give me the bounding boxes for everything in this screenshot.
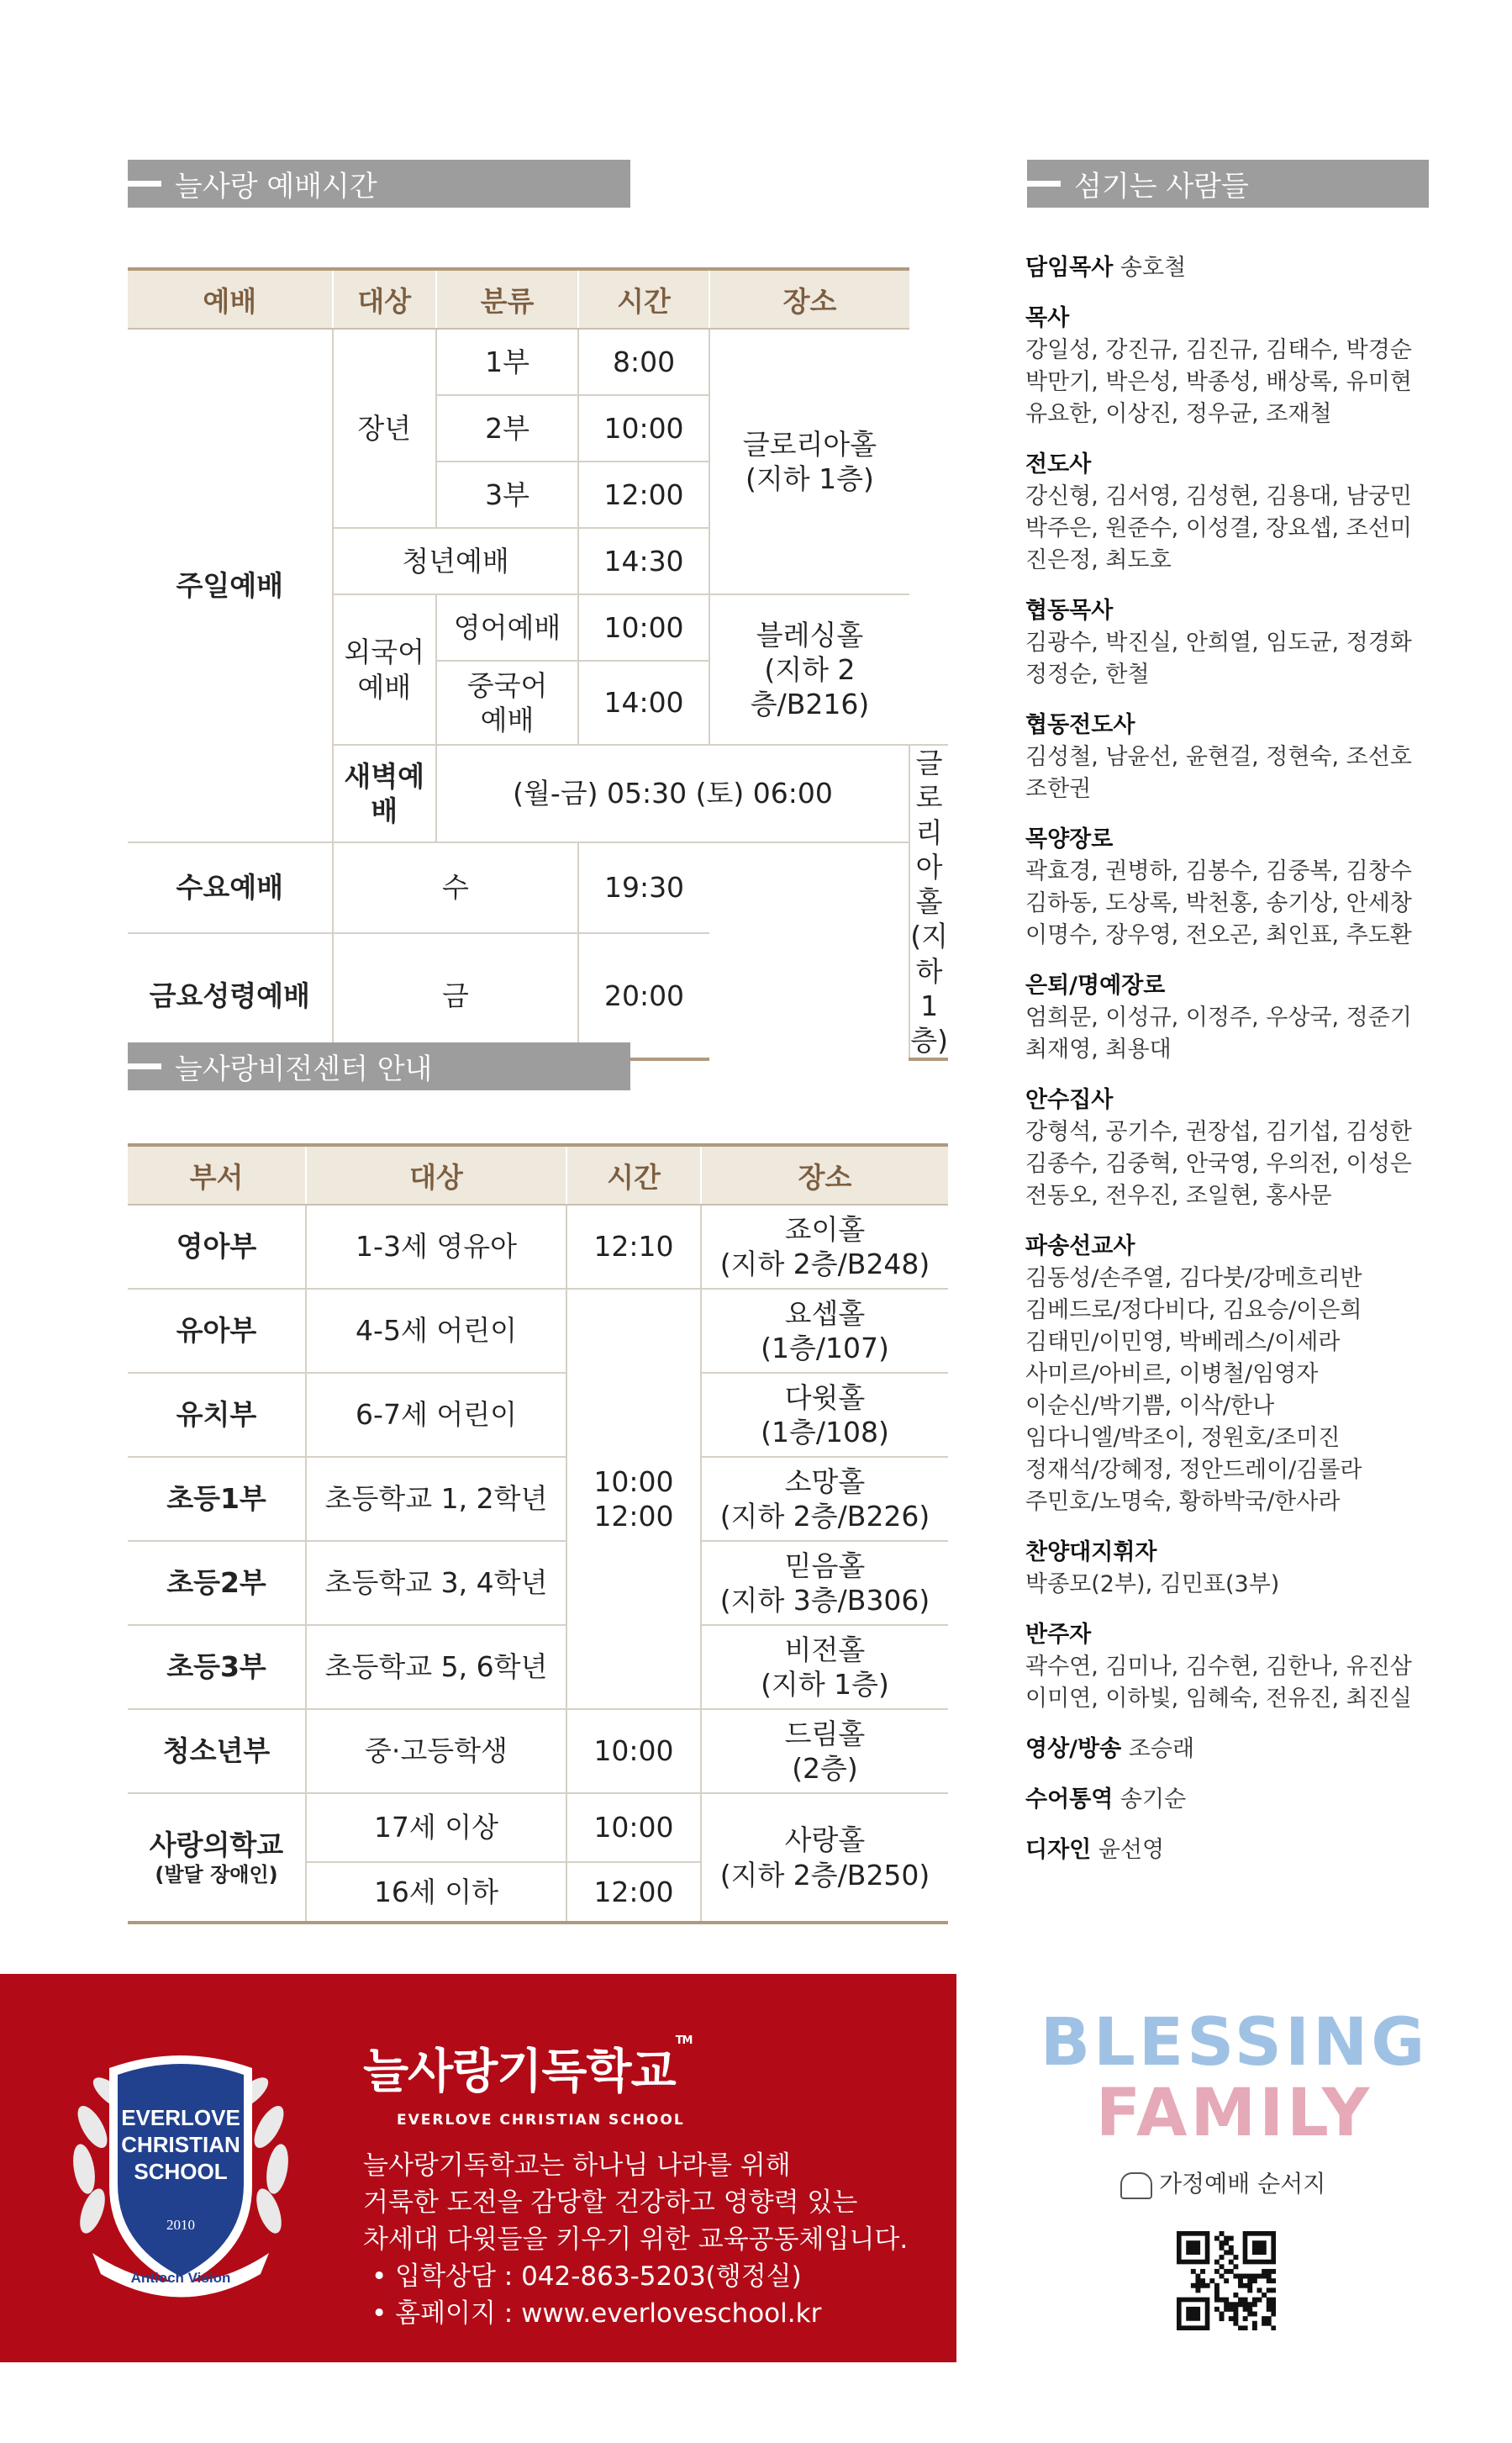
col-header: 대상 [306, 1145, 566, 1205]
place: 소망홀 (지하 2층/B226) [701, 1457, 948, 1541]
part-1: 1부 [436, 329, 579, 395]
shared-time: 10:00 12:00 [566, 1289, 701, 1709]
family-icon [1120, 2172, 1152, 2199]
staff-role: 안수집사 [1025, 1087, 1114, 1113]
place-gloria-2: 글로리아홀 (지하 1층) [909, 745, 948, 1059]
place-blessing: 블레싱홀 (지하 2층/B216) [709, 594, 910, 745]
staff-group [1025, 970, 1429, 1066]
staff-role: 목사 [1025, 305, 1070, 331]
emblem-line-3: SCHOOL [134, 2159, 228, 2184]
staff-names: 강신형, 김서영, 김성현, 김용대, 남궁민 박주은, 원준수, 이성결, 장요셉, 조선미 진은정, 최도호 [1025, 483, 1412, 573]
love-school-sub: (발달 장애인) [155, 1863, 278, 1887]
blessing-caption [1120, 2166, 1325, 2199]
place: 비전홀 (지하 1층) [701, 1625, 948, 1709]
emblem-motto: Antioch Vision [130, 2270, 231, 2286]
staff-group [1025, 252, 1429, 284]
staff-group [1025, 303, 1429, 430]
staff-role: 전도사 [1025, 451, 1092, 478]
target: 초등학교 3, 4학년 [306, 1541, 566, 1625]
time: 10:00 [566, 1793, 701, 1862]
qr-code-icon[interactable] [1177, 2231, 1276, 2330]
time-1: 8:00 [578, 329, 709, 395]
staff-role: 협동목사 [1025, 598, 1114, 624]
staff-names: 엄희문, 이성규, 이정주, 우상국, 정준기 최재영, 최용대 [1025, 1005, 1412, 1063]
blessing-line-2: FAMILY [1095, 2076, 1373, 2151]
service-sunday: 주일예배 [128, 329, 333, 842]
school-name-text: 늘사랑기독학교 [363, 2045, 676, 2099]
place: 요셉홀 (1층/107) [701, 1289, 948, 1373]
staff-names: 조승래 [1128, 1736, 1195, 1762]
target: 17세 이상 [306, 1793, 566, 1862]
dept: 영아부 [128, 1205, 306, 1289]
target: 6-7세 어린이 [306, 1373, 566, 1457]
staff-list [1025, 252, 1429, 1885]
staff-role: 반주자 [1025, 1622, 1092, 1648]
school-name [363, 2034, 693, 2102]
dept: 초등3부 [128, 1625, 306, 1709]
dept: 초등2부 [128, 1541, 306, 1625]
staff-group [1025, 1834, 1429, 1866]
target: 초등학교 1, 2학년 [306, 1457, 566, 1541]
col-header: 부서 [128, 1145, 306, 1205]
staff-group [1025, 710, 1429, 805]
staff-section-header [1027, 160, 1429, 208]
service-dawn: 새벽예배 [333, 745, 436, 842]
wed-target: 수 [333, 842, 579, 933]
table-header-row [128, 1145, 948, 1205]
staff-names: 강형석, 공기수, 권장섭, 김기섭, 김성한 김종수, 김중혁, 안국영, 우의전, 이성은 전동오, 전우진, 조일현, 홍사문 [1025, 1119, 1412, 1209]
staff-group [1025, 1733, 1429, 1765]
staff-names: 김동성/손주열, 김다붓/강메흐리반 김베드로/정다비다, 김요승/이은희 김태민/이민영, 박베레스/이세라 사미르/아비르, 이병철/임영자 이순신/박기쁨, 이삭/한나 임다니엘/박조이, 정원호/조미진 정재석/강혜정, 정안드레이/김롤라 주민호/노명숙, 황하박국/한사라 [1025, 1265, 1362, 1515]
foreign-service: 외국어 예배 [333, 594, 436, 745]
place-gloria: 글로리아홀 (지하 1층) [709, 329, 910, 594]
staff-role: 파송선교사 [1025, 1233, 1135, 1259]
bottom-margin [0, 2362, 1512, 2443]
school-english-name: EVERLOVE CHRISTIAN SCHOOL [397, 2112, 685, 2129]
love-school-label: 사랑의학교 [149, 1828, 284, 1861]
vision-section-title: 늘사랑비전센터 안내 [175, 1053, 433, 1086]
time-2: 10:00 [578, 395, 709, 462]
target: 16세 이하 [306, 1862, 566, 1923]
part-3: 3부 [436, 462, 579, 528]
staff-names: 윤선영 [1098, 1837, 1165, 1863]
col-header: 장소 [701, 1145, 948, 1205]
col-header: 대상 [333, 269, 436, 329]
target: 중·고등학생 [306, 1709, 566, 1793]
staff-role: 수어통역 [1025, 1786, 1114, 1812]
youth-time: 14:30 [578, 528, 709, 594]
staff-names: 강일성, 강진규, 김진규, 김태수, 박경순 박만기, 박은성, 박종성, 배상록, 유미현 유요한, 이상진, 정우균, 조재철 [1025, 337, 1412, 427]
col-header: 분류 [436, 269, 579, 329]
time: 12:00 [566, 1862, 701, 1923]
staff-section-title: 섬기는 사람들 [1074, 170, 1249, 203]
col-header: 시간 [566, 1145, 701, 1205]
staff-group [1025, 1784, 1429, 1816]
dash-icon [1027, 181, 1061, 187]
emblem-year: 2010 [166, 2217, 195, 2233]
staff-role: 목양장로 [1025, 826, 1114, 852]
emblem-line-1: EVERLOVE [121, 2105, 240, 2130]
staff-names: 곽수연, 김미나, 김수현, 김한나, 유진삼 이미연, 이하빛, 임혜숙, 전유진, 최진실 [1025, 1654, 1412, 1712]
table-header-row [128, 269, 948, 329]
staff-role: 찬양대지휘자 [1025, 1539, 1157, 1565]
dash-icon [128, 181, 161, 187]
fri-time: 20:00 [578, 933, 709, 1060]
dept: 유치부 [128, 1373, 306, 1457]
col-header: 시간 [578, 269, 709, 329]
dash-icon [128, 1063, 161, 1069]
target: 1-3세 영유아 [306, 1205, 566, 1289]
target: 초등학교 5, 6학년 [306, 1625, 566, 1709]
school-banner [0, 1974, 956, 2362]
english-service: 영어예배 [436, 594, 579, 661]
place: 다윗홀 (1층/108) [701, 1373, 948, 1457]
wed-time: 19:30 [578, 842, 709, 933]
vision-table [128, 1143, 948, 1924]
dept-love-school [128, 1793, 306, 1923]
staff-names: 송호철 [1120, 255, 1187, 281]
place: 믿음홀 (지하 3층/B306) [701, 1541, 948, 1625]
place: 사랑홀 (지하 2층/B250) [701, 1793, 948, 1923]
staff-role: 은퇴/명예장로 [1025, 973, 1166, 999]
place: 죠이홀 (지하 2층/B248) [701, 1205, 948, 1289]
worship-section-title: 늘사랑 예배시간 [175, 170, 377, 203]
target: 4-5세 어린이 [306, 1289, 566, 1373]
school-contact: • 입학상담 : 042-863-5203(행정실) [371, 2261, 802, 2292]
staff-names: 곽효경, 권병하, 김봉수, 김중복, 김창수 김하동, 도상록, 박천홍, 송기상, 안세창 이명수, 장우영, 전오곤, 최인표, 추도환 [1025, 858, 1412, 948]
time: 12:10 [566, 1205, 701, 1289]
youth-service: 청년예배 [333, 528, 579, 594]
school-description: 늘사랑기독학교는 하나님 나라를 위해 거룩한 도전을 감당할 건강하고 영향력 있는 차세대 다윗들을 키우기 위한 교육공동체입니다. [363, 2150, 909, 2255]
staff-group [1025, 449, 1429, 577]
dawn-time: (월-금) 05:30 (토) 06:00 [436, 745, 909, 842]
worship-section-header [128, 160, 630, 208]
part-2: 2부 [436, 395, 579, 462]
emblem-line-2: CHRISTIAN [121, 2132, 240, 2157]
place: 드림홀 (2층) [701, 1709, 948, 1793]
school-emblem-icon [59, 2043, 303, 2303]
chinese-time: 14:00 [578, 661, 709, 745]
staff-group [1025, 1619, 1429, 1715]
trademark: TM [675, 2034, 693, 2047]
dept: 청소년부 [128, 1709, 306, 1793]
dept: 초등1부 [128, 1457, 306, 1541]
staff-group [1025, 824, 1429, 952]
english-time: 10:00 [578, 594, 709, 661]
staff-group [1025, 1084, 1429, 1212]
caption-text: 가정예배 순서지 [1159, 2170, 1326, 2198]
staff-role: 디자인 [1025, 1837, 1092, 1863]
service-fri: 금요성령예배 [128, 933, 333, 1060]
staff-role: 협동전도사 [1025, 712, 1135, 738]
blessing-line-1: BLESSING [1040, 2005, 1429, 2081]
col-header: 장소 [709, 269, 910, 329]
time: 10:00 [566, 1709, 701, 1793]
dept: 유아부 [128, 1289, 306, 1373]
staff-group [1025, 595, 1429, 691]
target-adult: 장년 [333, 329, 436, 528]
staff-group [1025, 1537, 1429, 1601]
staff-role: 영상/방송 [1025, 1736, 1122, 1762]
school-homepage[interactable]: • 홈페이지 : www.everloveschool.kr [371, 2298, 822, 2329]
staff-group [1025, 1231, 1429, 1518]
blessing-family-box [956, 1974, 1512, 2362]
staff-names: 박종모(2부), 김민표(3부) [1025, 1571, 1280, 1597]
staff-role: 담임목사 [1025, 255, 1114, 281]
col-header: 예배 [128, 269, 333, 329]
fri-target: 금 [333, 933, 579, 1060]
service-wed: 수요예배 [128, 842, 333, 933]
time-3: 12:00 [578, 462, 709, 528]
staff-names: 송기순 [1120, 1786, 1187, 1812]
worship-table [128, 267, 948, 1061]
staff-names: 김성철, 남윤선, 윤현걸, 정현숙, 조선호 조한권 [1025, 744, 1412, 802]
vision-section-header [128, 1042, 630, 1090]
chinese-service: 중국어 예배 [436, 661, 579, 745]
staff-names: 김광수, 박진실, 안희열, 임도균, 정경화 정정순, 한철 [1025, 630, 1412, 688]
